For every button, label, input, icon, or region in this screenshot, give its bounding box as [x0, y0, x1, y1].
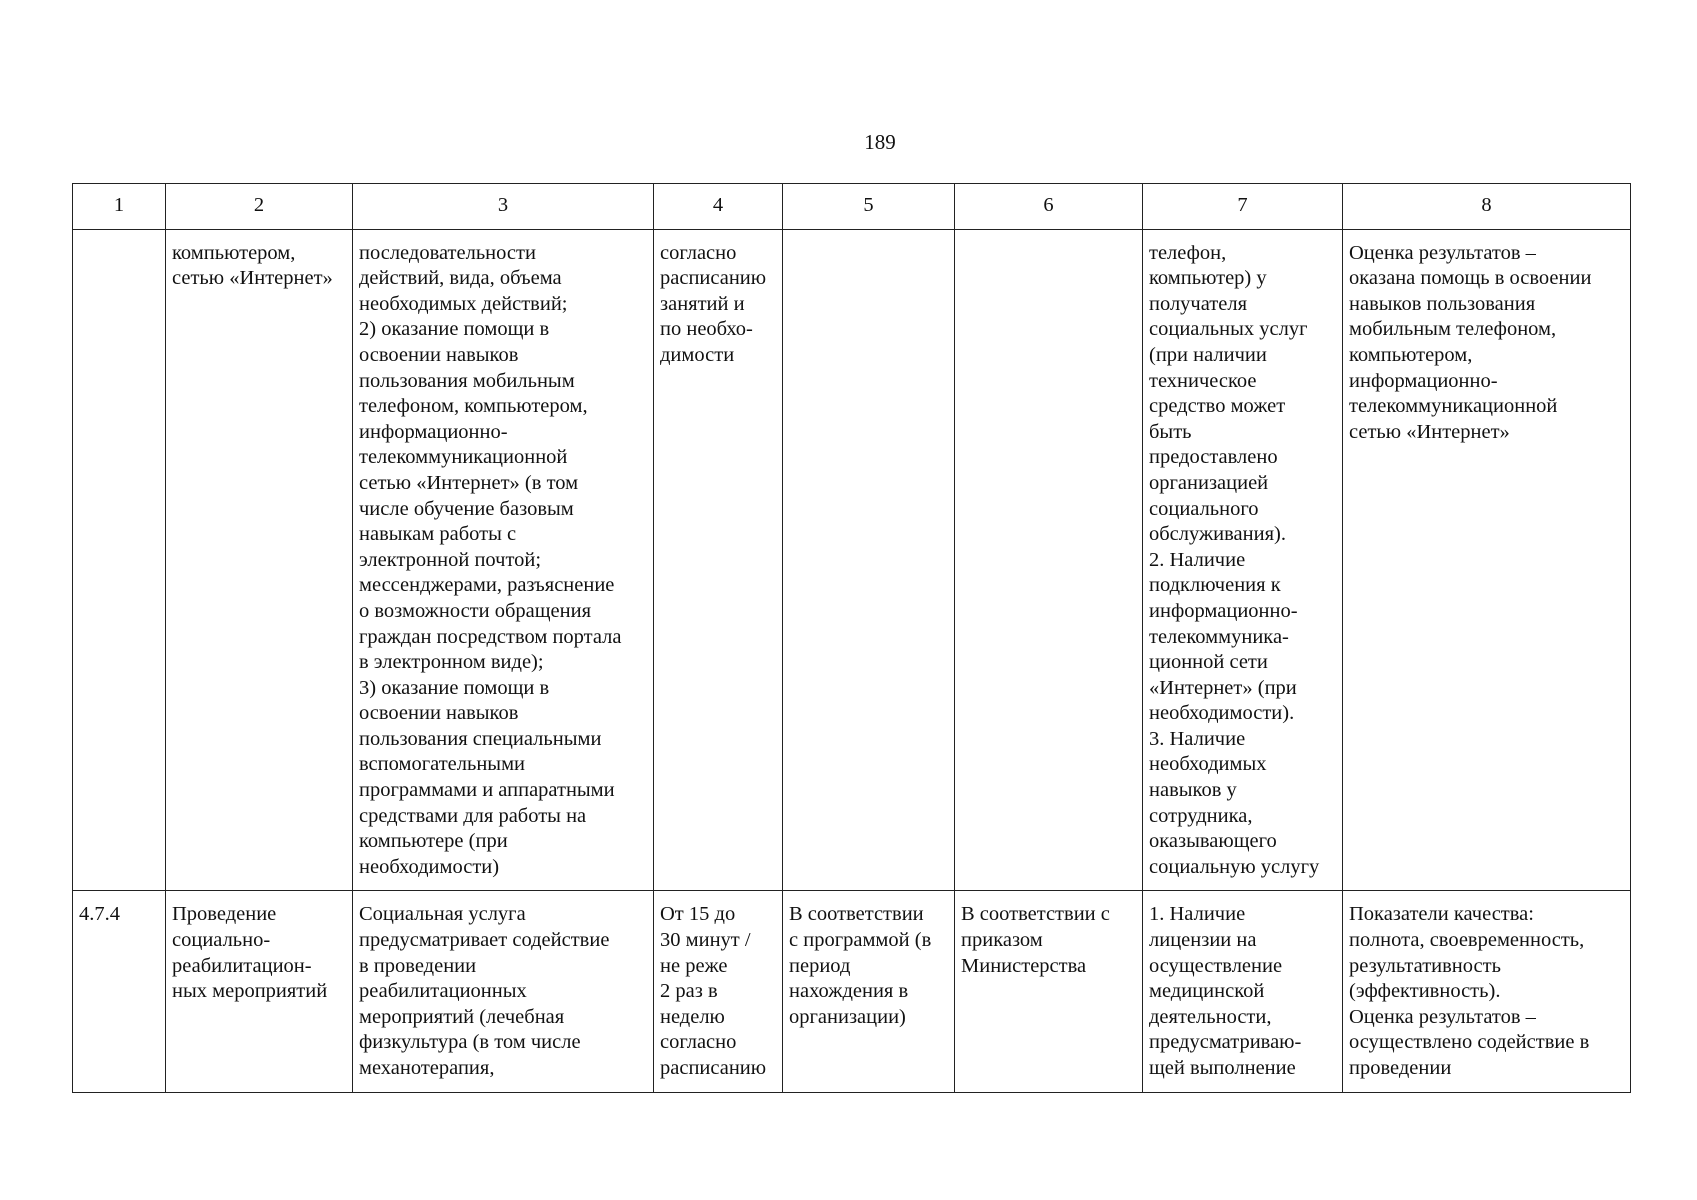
table-cell: 1. Наличие лицензии на осуществление медицинской деятельности, предусматриваю- щей выполнение — [1143, 891, 1343, 1092]
table-cell: согласно расписанию занятий и по необхо- димости — [654, 229, 783, 891]
column-header-8: 8 — [1343, 184, 1631, 230]
table-cell — [955, 229, 1143, 891]
table-row — [73, 229, 1631, 891]
table-cell: 4.7.4 — [73, 891, 166, 1092]
table-cell — [73, 229, 166, 891]
table-row — [73, 891, 1631, 1092]
page-number: 189 — [864, 130, 896, 154]
column-header-4: 4 — [654, 184, 783, 230]
table-cell: Показатели качества: полнота, своевременность, результативность (эффективность). Оценка результатов – осуществлено содействие в проведении — [1343, 891, 1631, 1092]
table-cell: В соответствии с программой (в период нахождения в организации) — [783, 891, 955, 1092]
column-header-3: 3 — [353, 184, 654, 230]
column-header-6: 6 — [955, 184, 1143, 230]
header-row — [73, 184, 1631, 230]
table-cell: компьютером, сетью «Интернет» — [166, 229, 353, 891]
table-cell: Проведение социально- реабилитацион- ных мероприятий — [166, 891, 353, 1092]
column-header-2: 2 — [166, 184, 353, 230]
table-cell: телефон, компьютер) у получателя социальных услуг (при наличии техническое средство может быть предоставлено организацией социального обслуживания). 2. Наличие подключения к информационно- телекоммуника- ционной сети «Интернет» (при необходимости). 3. Наличие необходимых навыков у сотрудника, оказывающего социальную услугу — [1143, 229, 1343, 891]
table-cell — [783, 229, 955, 891]
column-header-7: 7 — [1143, 184, 1343, 230]
table-cell: От 15 до 30 минут / не реже 2 раз в неделю согласно расписанию — [654, 891, 783, 1092]
column-header-5: 5 — [783, 184, 955, 230]
table-cell: В соответствии с приказом Министерства — [955, 891, 1143, 1092]
table-cell: Социальная услуга предусматривает содействие в проведении реабилитационных мероприятий (лечебная физкультура (в том числе механотерапия, — [353, 891, 654, 1092]
table-cell: последовательности действий, вида, объема необходимых действий; 2) оказание помощи в освоении навыков пользования мобильным телефоном, компьютером, информационно- телекоммуникационной сетью «Интернет» (в том числе обучение базовым навыкам работы с электронной почтой; мессенджерами, разъяснение о возможности обращения граждан посредством портала в электронном виде); 3) оказание помощи в освоении навыков пользования специальными вспомогательными программами и аппаратными средствами для работы на компьютере (при необходимости) — [353, 229, 654, 891]
services-table — [72, 183, 1631, 1093]
column-header-1: 1 — [73, 184, 166, 230]
table-cell: Оценка результатов – оказана помощь в освоении навыков пользования мобильным телефоном, компьютером, информационно- телекоммуникационной сетью «Интернет» — [1343, 229, 1631, 891]
